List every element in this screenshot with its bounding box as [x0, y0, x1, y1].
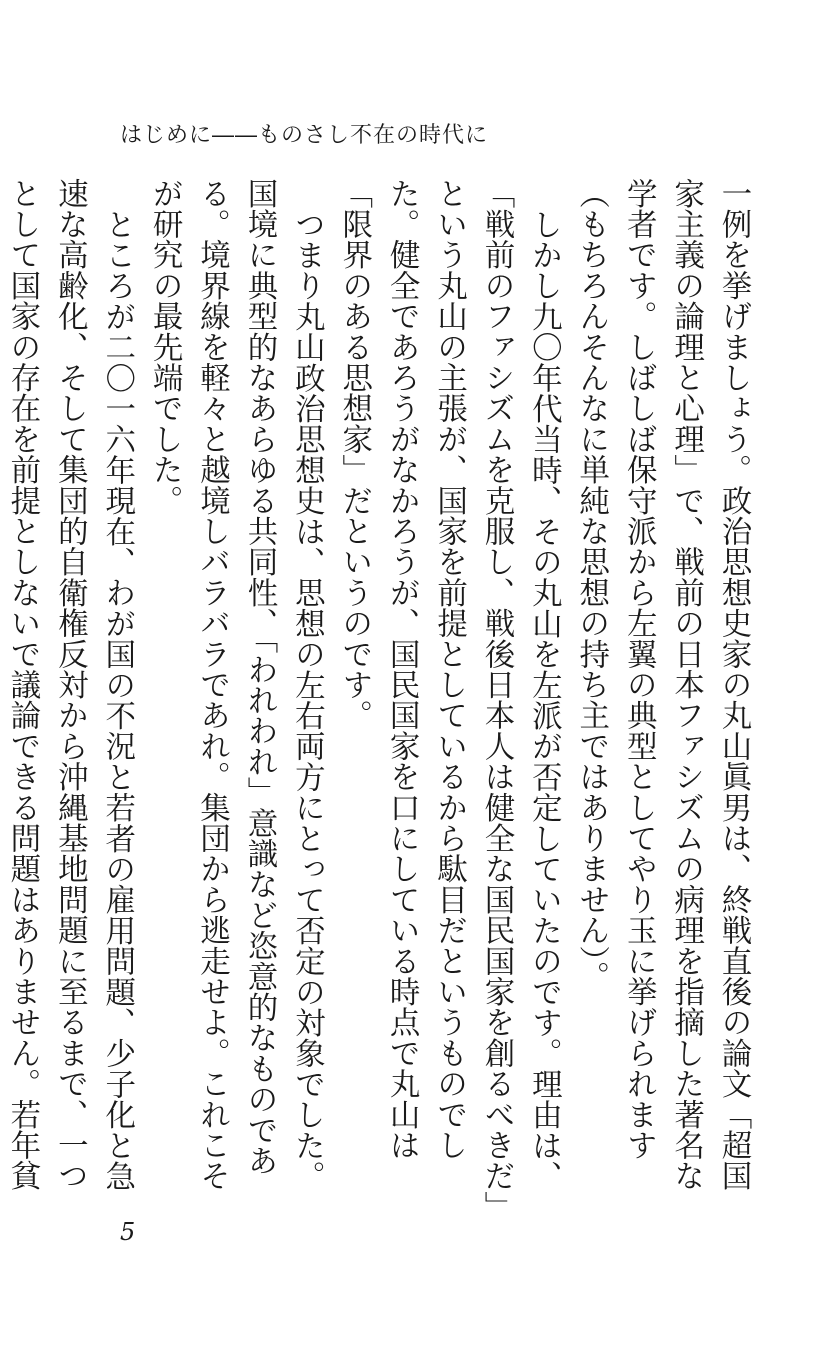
paragraph-4: ところが二〇一六年現在、わが国の不況と若者の雇用問題、少子化と急速な高齢化、そして集団的自衛権反対から沖縄基地問題に至るまで、一つとして国家の存在を前提としないで議論できる問題はありません。若年貧 — [4, 178, 135, 1192]
page-number: 5 — [120, 1218, 136, 1246]
paragraph-2: しかし九〇年代当時、その丸山を左派が否定していたのです。理由は、「戦前のファシズムを克服し、戦後日本人は健全な国民国家を創るべきだ」という丸山の主張が、国家を前提としているから駄目だというものでした。健全であろうがなかろうが、国民国家を口にしている時点で丸山は「限界のある思想家」だというのです。 — [336, 178, 562, 1207]
body-text — [4, 178, 757, 1208]
running-header: はじめに――ものさし不在の時代に — [120, 123, 489, 148]
paragraph-1: 一例を挙げましょう。政治思想史家の丸山眞男は、終戦直後の論文「超国家主義の論理と心理」で、戦前の日本ファシズムの病理を指摘した著名な学者です。しばしば保守派から左翼の典型としてやり玉に挙げられます（もちろんそんなに単純な思想の持ち主ではありません）。 — [573, 178, 751, 1192]
paragraph-3: つまり丸山政治思想史は、思想の左右両方にとって否定の対象でした。国境に典型的なあらゆる共同性、「われわれ」意識など恣意的なものである。境界線を軽々と越境しバラバラであれ。集団から逃走せよ。これこそが研究の最先端でした。 — [147, 178, 325, 1192]
